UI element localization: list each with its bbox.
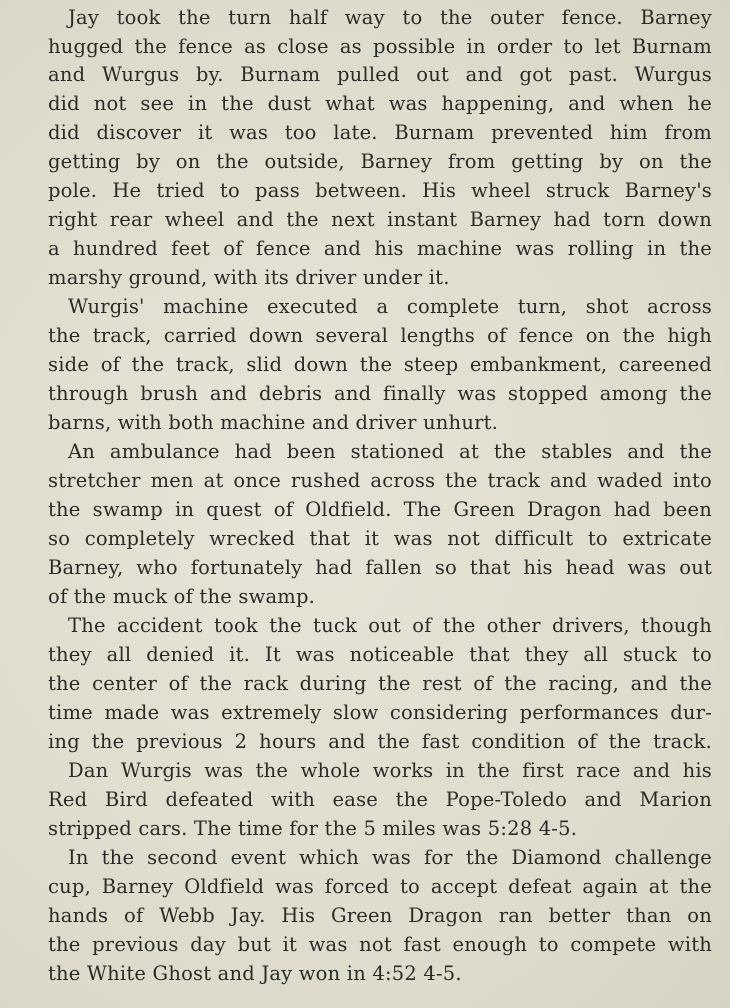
paragraph-5-line-3: stripped cars. The time for the 5 miles was 5:28 4-5. [48, 817, 578, 840]
paragraph-4-line-5: ing the previous 2 hours and the fast condition of the track. [48, 730, 712, 753]
paragraph-1-line-2: hugged the fence as close as possible in order to let Burnam [48, 35, 712, 58]
paragraph-6-line-1: In the second event which was for the Diamond challenge [68, 846, 712, 869]
paragraph-6-line-2: cup, Barney Oldfield was forced to accept defeat again at the [48, 875, 712, 898]
paragraph-1-line-3: and Wurgus by. Burnam pulled out and got past. Wurgus [48, 63, 712, 86]
paragraph-3-line-3: the swamp in quest of Oldfield. The Green Dragon had been [48, 498, 712, 521]
paragraph-6-line-5: the White Ghost and Jay won in 4:52 4-5. [48, 962, 462, 985]
paragraph-3-line-1: An ambulance had been stationed at the stables and the [68, 440, 712, 463]
paragraph-2-line-4: through brush and debris and finally was stopped among the [48, 382, 712, 405]
paragraph-1-line-10: marshy ground, with its driver under it. [48, 266, 450, 289]
paragraph-3-line-5: Barney, who fortunately had fallen so that his head was out [48, 556, 712, 579]
paragraph-3-line-2: stretcher men at once rushed across the track and waded into [48, 469, 712, 492]
paragraph-3-line-4: so completely wrecked that it was not difficult to extricate [48, 527, 712, 550]
paragraph-1-line-8: right rear wheel and the next instant Barney had torn down [48, 208, 712, 231]
paragraph-1-line-9: a hundred feet of fence and his machine was rolling in the [48, 237, 712, 260]
paragraph-1-line-1: Jay took the turn half way to the outer fence. Barney [68, 6, 712, 29]
paragraph-5-line-2: Red Bird defeated with ease the Pope-Toledo and Marion [48, 788, 712, 811]
paragraph-3-line-6: of the muck of the swamp. [48, 585, 316, 608]
paragraph-4-line-4: time made was extremely slow considering performances dur- [48, 701, 712, 724]
paragraph-6-line-4: the previous day but it was not fast enough to compete with [48, 933, 712, 956]
paragraph-4-line-2: they all denied it. It was noticeable that they all stuck to [48, 643, 712, 666]
paragraph-4-line-1: The accident took the tuck out of the other drivers, though [68, 614, 712, 637]
paragraph-1-line-4: did not see in the dust what was happening, and when he [48, 92, 712, 115]
paragraph-2-line-1: Wurgis' machine executed a complete turn, shot across [68, 295, 712, 318]
paragraph-2-line-5: barns, with both machine and driver unhurt. [48, 411, 499, 434]
paragraph-6-line-3: hands of Webb Jay. His Green Dragon ran better than on [48, 904, 712, 927]
paragraph-2-line-3: side of the track, slid down the steep embankment, careened [48, 353, 712, 376]
paragraph-1-line-5: did discover it was too late. Burnam prevented him from [48, 121, 712, 144]
paragraph-1-line-7: pole. He tried to pass between. His wheel struck Barney's [48, 179, 712, 202]
paragraph-5-line-1: Dan Wurgis was the whole works in the first race and his [68, 759, 712, 782]
paragraph-2-line-2: the track, carried down several lengths of fence on the high [48, 324, 712, 347]
paragraph-4-line-3: the center of the rack during the rest of the racing, and the [48, 672, 712, 695]
paragraph-1-line-6: getting by on the outside, Barney from getting by on the [48, 150, 712, 173]
